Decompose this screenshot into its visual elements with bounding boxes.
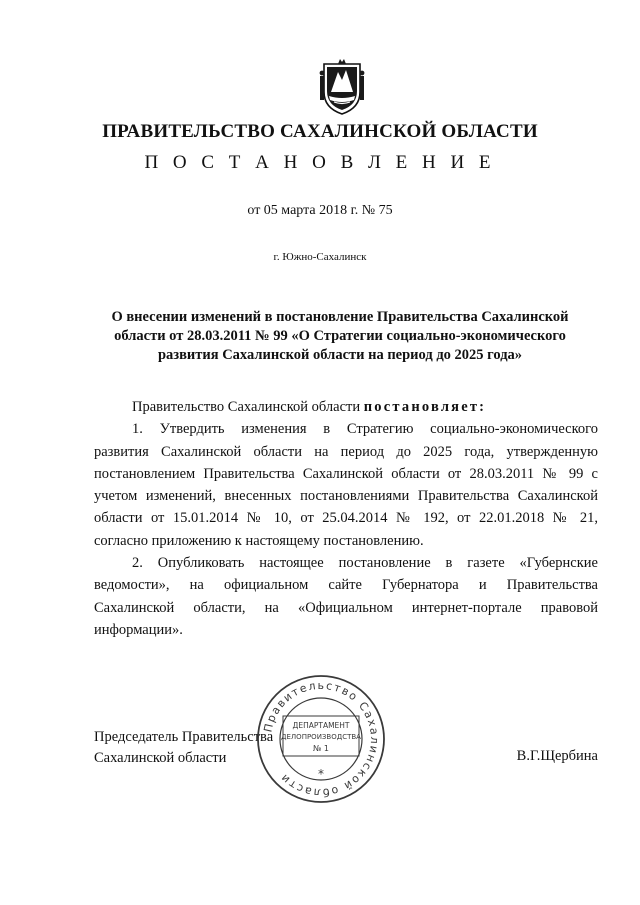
document-subject — [100, 308, 580, 365]
paragraph-line: области от 15.01.2014 № 10, от 25.04.2014 № 192, от 22.01.2018 № 21, — [94, 510, 598, 527]
paragraph-line: 1. Утвердить изменения в Стратегию социально-экономического — [132, 421, 598, 438]
paragraph-line: учетом изменений, внесенных постановлениями Правительства Сахалинской — [94, 488, 598, 505]
document-date-number: от 05 марта 2018 г. № 75 — [247, 203, 393, 218]
paragraph-line: постановлением Правительства Сахалинской области от 28.03.2011 № 99 с — [94, 465, 598, 482]
stamp-ring-text: Правительство Сахалинской области — [261, 678, 382, 800]
paragraph-line: согласно приложению к настоящему постановлению. — [94, 532, 424, 549]
sakhalin-coat-of-arms-icon — [318, 58, 366, 116]
paragraph-2 — [94, 552, 598, 641]
document-body — [94, 396, 598, 641]
paragraph-line: информации». — [94, 621, 183, 638]
intro-prefix: Правительство Сахалинской области — [132, 399, 364, 415]
paragraph-line: ведомости», на официальном сайте Губернатора и Правительства — [94, 577, 598, 594]
document-city: г. Южно-Сахалинск — [273, 251, 367, 263]
subject-line: области от 28.03.2011 № 99 «О Стратегии социально-экономического — [114, 328, 566, 344]
stamp-center-line: № 1 — [313, 744, 329, 753]
stamp-center-line: ДЕЛОПРОИЗВОДСТВА — [281, 733, 361, 741]
signer-position-line: Сахалинской области — [94, 750, 227, 766]
signer-name: В.Г.Щербина — [516, 748, 598, 764]
document-type: П О С Т А Н О В Л Е Н И Е — [144, 152, 496, 173]
stamp-center-line: ДЕПАРТАМЕНТ — [292, 721, 350, 730]
subject-line: развития Сахалинской области на период до 2025 года» — [157, 347, 523, 363]
signer-position — [94, 727, 273, 769]
paragraph-1 — [94, 418, 598, 552]
stamp-star-icon: * — [318, 767, 324, 781]
subject-line: О внесении изменений в постановление Правительства Сахалинской — [111, 309, 569, 325]
paragraph-line: 2. Опубликовать настоящее постановление в газете «Губернские — [132, 555, 598, 572]
paragraph-line: развития Сахалинской области на период до 2025 года, утвержденную — [94, 443, 598, 460]
official-stamp — [254, 672, 388, 806]
paragraph-line: Сахалинской области, на «Официальном интернет-портале правовой — [94, 599, 598, 616]
signer-position-line: Председатель Правительства — [94, 729, 274, 745]
intro-decree-word: постановляет: — [363, 399, 487, 415]
government-title: ПРАВИТЕЛЬСТВО САХАЛИНСКОЙ ОБЛАСТИ — [102, 121, 538, 142]
intro-line — [94, 396, 598, 418]
